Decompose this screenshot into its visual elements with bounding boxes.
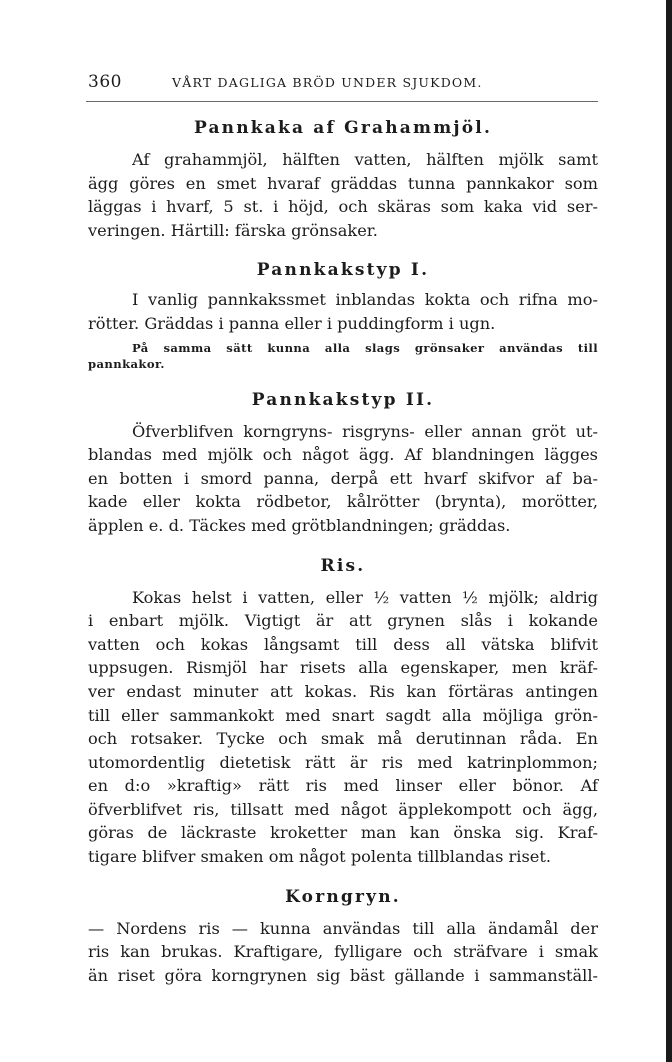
note-line: På samma sätt kunna alla slags grönsaker användas till [132, 340, 598, 355]
text-line: kade eller kokta rödbetor, kålrötter (brynta), morötter, [88, 492, 598, 512]
section-heading: Ris. [320, 555, 366, 576]
text-line: Af grahammjöl, hälften vatten, hälften mjölk samt [132, 150, 598, 169]
text-line: Öfverblifven korngryns- risgryns- eller annan gröt ut- [132, 421, 598, 441]
note-line: pannkakor. [88, 356, 165, 371]
text-line: öfverblifvet ris, tillsatt med något äpplekompott och ägg, [88, 799, 598, 819]
page-header [88, 72, 598, 94]
page-edge-shadow [666, 0, 672, 1062]
header-rule [86, 101, 598, 102]
text-line: göras de läckraste kroketter man kan önska sig. Kraf- [88, 823, 598, 843]
running-head: VÅRT DAGLIGA BRÖD UNDER SJUKDOM. [172, 75, 483, 90]
text-line: än riset göra korngrynen sig bäst gällande i sammanställ- [88, 965, 598, 985]
page-number: 360 [88, 72, 122, 92]
text-line: ver endast minuter att kokas. Ris kan förtäras antingen [88, 681, 598, 701]
text-line: — Nordens ris — kunna användas till alla ändamål der [88, 918, 598, 938]
section-paragraph [88, 586, 598, 869]
text-line: i enbart mjölk. Vigtigt är att grynen slås i kokande [88, 611, 598, 631]
text-line: och rotsaker. Tycke och smak må derutinnan råda. En [88, 729, 598, 749]
text-line: till eller sammankokt med snart sagdt alla möjliga grön- [88, 705, 598, 725]
text-line: ris kan brukas. Kraftigare, fylligare och sträfvare i smak [88, 942, 598, 962]
text-line: rötter. Gräddas i panna eller i puddingform i ugn. [88, 313, 496, 333]
text-line: Kokas helst i vatten, eller ½ vatten ½ mjölk; aldrig [132, 587, 598, 607]
text-line: utomordentlig dietetisk rätt är ris med katrinplommon; [88, 752, 598, 772]
page-content [88, 116, 598, 987]
text-line: äpplen e. d. Täckes med grötblandningen; gräddas. [88, 515, 511, 535]
section-heading: Korngryn. [285, 886, 401, 907]
text-line: läggas i hvarf, 5 st. i höjd, och skäras som kaka vid ser- [88, 197, 598, 217]
text-line: ägg göres en smet hvaraf gräddas tunna pannkakor som [88, 173, 598, 193]
section-paragraph [88, 420, 598, 538]
text-line: I vanlig pannkakssmet inblandas kokta och rifna mo- [132, 290, 598, 310]
section-paragraph [88, 148, 598, 242]
text-line: veringen. Härtill: färska grönsaker. [88, 220, 378, 240]
text-line: vatten och kokas långsamt till dess all vätska blifvit [88, 634, 598, 654]
text-line: blandas med mjölk och något ägg. Af blandningen lägges [88, 445, 598, 465]
section-paragraph [88, 288, 598, 335]
text-line: uppsugen. Rismjöl har risets alla egenskaper, men kräf- [88, 658, 598, 678]
section-note [88, 340, 598, 372]
section-heading: Pannkakstyp II. [251, 389, 435, 410]
text-line: en botten i smord panna, derpå ett hvarf skifvor af ba- [88, 468, 598, 488]
text-line: tigare blifver smaken om något polenta tillblandas riset. [88, 847, 551, 867]
section-heading: Pannkakstyp I. [256, 260, 430, 281]
text-line: en d:o »kraftig» rätt ris med linser eller bönor. Af [88, 776, 598, 796]
section-heading: Pannkaka af Grahammjöl. [193, 118, 493, 138]
section-paragraph [88, 917, 598, 988]
